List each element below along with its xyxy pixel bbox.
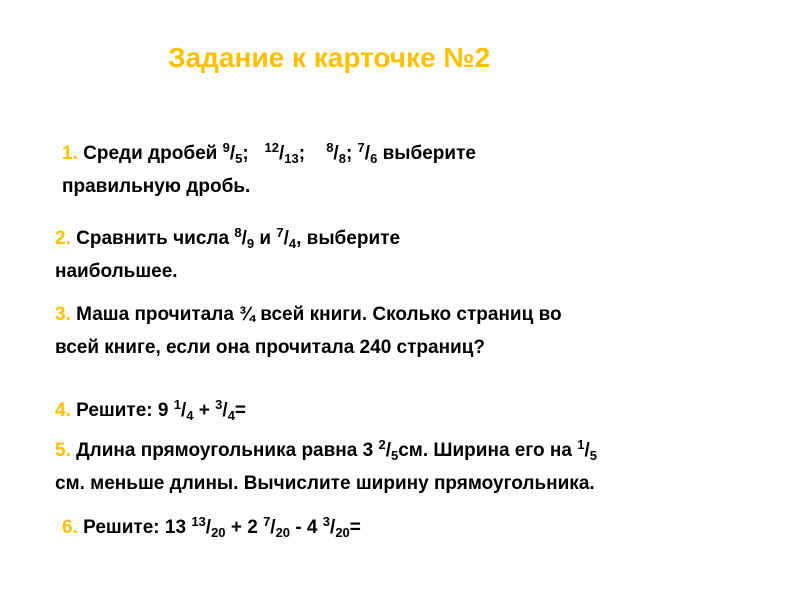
equals-sign: = (349, 517, 361, 538)
operator: + (198, 400, 210, 421)
task-6 (62, 511, 361, 544)
denominator: 9 (246, 236, 255, 251)
task-text: см. Ширина его на (398, 440, 572, 461)
numerator: 3 (322, 514, 331, 529)
task-3-line-1 (55, 298, 562, 331)
denominator: 4 (227, 408, 235, 423)
task-3 (55, 298, 562, 364)
numerator: 7 (276, 225, 284, 240)
task-text: Маша прочитала ¾ всей книги. Сколько страниц во (76, 304, 562, 325)
numerator: 7 (263, 514, 271, 529)
equals-sign: = (234, 400, 247, 421)
denominator: 6 (370, 151, 378, 166)
fraction: $^{13}/_{20}$ (191, 514, 226, 540)
denominator: 5 (589, 448, 597, 463)
task-1-line-1: 1. Среди дробей $^9/_5$; $^{12}/_{13}$; $^8/_8$; $^7/_6$ выберите (62, 140, 476, 166)
denominator: 5 (391, 448, 399, 463)
denominator: 20 (275, 525, 291, 540)
numerator: 1 (173, 397, 181, 412)
task-1 (62, 137, 476, 203)
denominator: 13 (284, 151, 299, 166)
task-2-line-2: наибольшее. (55, 261, 178, 282)
fraction: $^{12}/_{13}$ (264, 140, 299, 166)
fraction: $^7/_4$ (276, 225, 297, 251)
task-text: Решите: 9 (76, 400, 169, 421)
task-3-line-2: всей книге, если она прочитала 240 страниц? (55, 337, 486, 358)
numerator: 7 (357, 140, 365, 155)
task-2-line-1 (55, 222, 400, 255)
denominator: 8 (338, 151, 346, 166)
operator: - 4 (295, 517, 318, 538)
task-text: Решите: 13 (83, 517, 187, 538)
fraction: $^2/_5$ (378, 437, 399, 463)
task-4-line-1 (55, 394, 246, 427)
fraction: $^7/_{20}$ (263, 514, 291, 540)
denominator: 20 (335, 525, 350, 540)
task-text: Длина прямоугольника равна 3 (70, 440, 374, 461)
task-text: и (259, 228, 272, 249)
fraction: $^3/_{20}$ (322, 514, 350, 540)
task-text: выберите (382, 143, 476, 164)
fraction: $^7/_6$ (357, 140, 378, 166)
task-6-line-1 (62, 511, 361, 544)
task-number: 5. (55, 440, 71, 461)
task-number: 4. (55, 400, 71, 421)
task-number: 3. (55, 304, 71, 325)
fraction: $^8/_9$ (234, 225, 255, 251)
task-1-line-2: правильную дробь. (62, 176, 251, 197)
page-title: Задание к карточке №2 (168, 42, 491, 73)
operator: + 2 (230, 517, 258, 538)
denominator: 20 (211, 525, 226, 540)
denominator: 4 (186, 408, 194, 423)
denominator: 4 (288, 236, 297, 251)
task-text: Среди дробей (83, 143, 218, 164)
fraction: $^1/_4$ (173, 397, 194, 423)
fraction: $^9/_5$ (222, 140, 243, 166)
task-2 (55, 222, 400, 288)
task-text: Сравнить числа (76, 228, 230, 249)
task-number: 1. (62, 143, 78, 164)
fraction: $^3/_4$ (215, 397, 235, 423)
numerator: 1 (577, 437, 585, 452)
numerator: 13 (191, 514, 206, 529)
numerator: 2 (378, 437, 386, 452)
numerator: 9 (222, 140, 230, 155)
numerator: 3 (215, 397, 223, 412)
fraction: $^8/_8$ (326, 140, 346, 166)
task-5 (55, 434, 597, 500)
task-4 (55, 394, 246, 427)
task-number: 6. (62, 517, 78, 538)
task-5-line-2: см. меньше длины. Вычислите ширину прямоугольника. (55, 473, 595, 494)
numerator: 12 (264, 140, 279, 155)
task-number: 2. (55, 228, 71, 249)
numerator: 8 (326, 140, 334, 155)
task-5-line-1 (55, 434, 597, 467)
fraction: $^1/_5$ (577, 437, 597, 463)
task-text: , выберите (296, 228, 401, 249)
denominator: 5 (235, 151, 243, 166)
numerator: 8 (234, 225, 242, 240)
